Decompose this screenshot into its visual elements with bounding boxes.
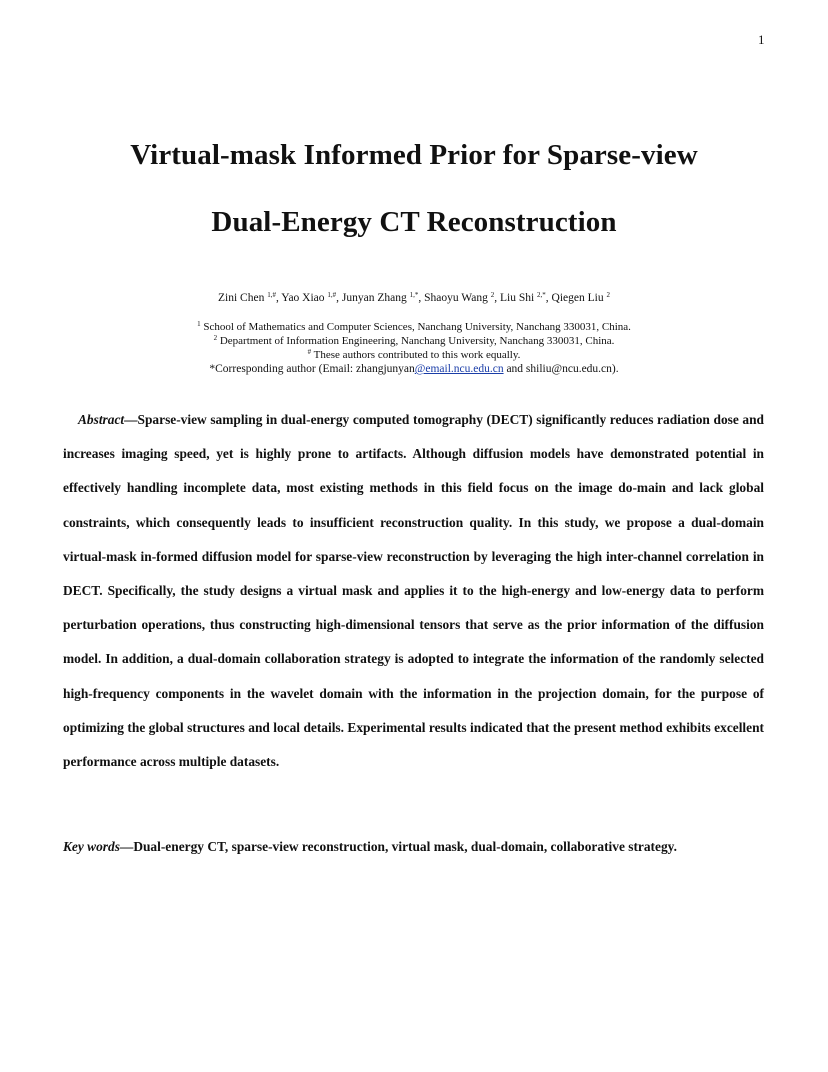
email-link[interactable]: @email.ncu.edu.cn: [414, 363, 504, 375]
author: Shaoyu Wang $^2$,: [424, 291, 500, 304]
page-number: 1: [758, 32, 765, 47]
paper-title-line-1: Virtual-mask Informed Prior for Sparse-view: [130, 139, 698, 171]
author: Zini Chen $^{1,\#}$,: [218, 291, 282, 304]
author-list: [0, 291, 828, 304]
keywords: [63, 839, 764, 855]
keywords-text: —Dual-energy CT, sparse-view reconstruction, virtual mask, dual-domain, collaborative strategy.: [119, 839, 677, 854]
equal-contribution-note: # These authors contributed to this work equally.: [307, 348, 521, 361]
author: Liu Shi $^{2,*}$,: [499, 291, 552, 304]
author: Qiegen Liu $^2$: [551, 291, 610, 304]
abstract: [63, 403, 764, 779]
abstract-label: Abstract: [78, 412, 125, 427]
author: Yao Xiao $^{1,\#}$,: [281, 291, 342, 304]
affiliation-1: $^1$ School of Mathematics and Computer Sciences, Nanchang University, Nanchang 330031, China.: [197, 320, 631, 333]
paper-title-line-2: Dual-Energy CT Reconstruction: [211, 206, 617, 238]
corresponding-author: *Corresponding author (Email: zhangjunyan@email.ncu.edu.cn and shiliu@ncu.edu.cn).: [209, 363, 619, 375]
abstract-text: —Sparse-view sampling in dual-energy computed tomography (DECT) significantly reduces radiation dose and increases imaging speed, yet is highly prone to artifacts. Although diffusion models have demonstrated potential in effectively handling incomplete data, most existing methods in this field focus on the image do-main and lack global constraints, which consequently leads to insufficient reconstruction quality. In this study, we propose a dual-domain virtual-mask in-formed diffusion model for sparse-view reconstruction by leveraging the high inter-channel correlation in DECT. Specifically, the study designs a virtual mask and applies it to the high-energy and low-energy data to perform perturbation operations, thus constructing high-dimensional tensors that serve as the prior information of the diffusion model. In addition, a dual-domain collaboration strategy is adopted to integrate the information of the randomly selected high-frequency components in the wavelet domain with the information in the projection domain, for the purpose of optimizing the global structures and local details. Experimental results indicated that the present method exhibits excellent performance across multiple datasets.: [63, 412, 764, 770]
affiliation-2: $^2$ Department of Information Engineering, Nanchang University, Nanchang 330031, China.: [213, 334, 615, 347]
keywords-label: Key words: [63, 839, 120, 854]
author: Junyan Zhang $^{1,*}$,: [341, 291, 425, 304]
